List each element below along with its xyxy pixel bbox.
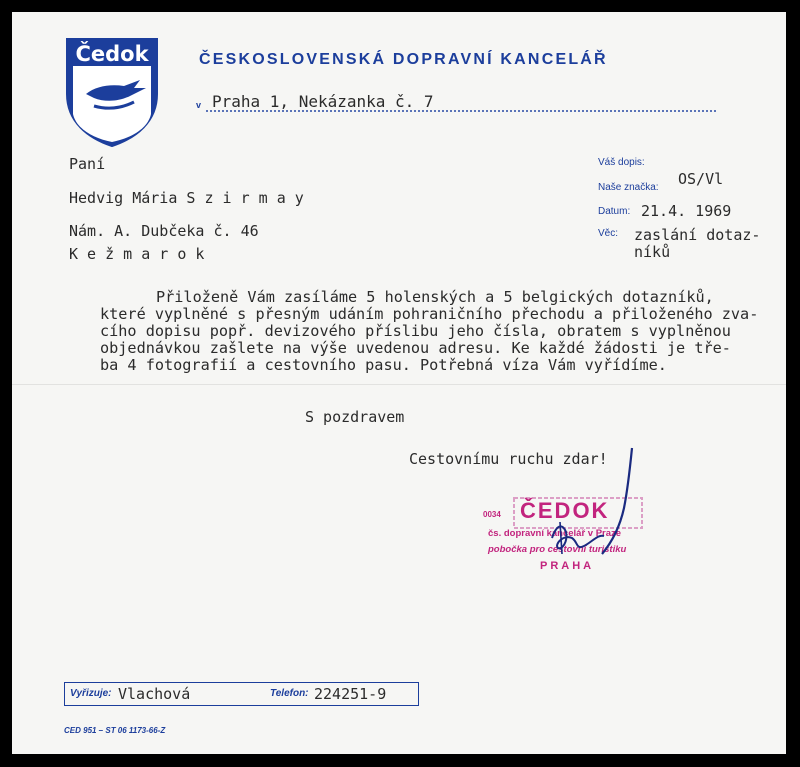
letter-page (12, 12, 786, 754)
value-vec-line1: zaslání dotaz- (634, 226, 761, 244)
company-name: ČESKOSLOVENSKÁ DOPRAVNÍ KANCELÁŘ (199, 51, 608, 68)
recipient-street: Nám. A. Dubčeka č. 46 (69, 222, 259, 240)
stamp-number: 0034 (483, 510, 501, 519)
body-line-1: Přiloženě Vám zasíláme 5 holenských a 5 belgických dotazníků, (156, 288, 714, 306)
label-telefon: Telefon: (270, 688, 309, 699)
value-datum: 21.4. 1969 (641, 202, 732, 220)
address-marker: v (196, 100, 202, 110)
stamp-line-3: PRAHA (540, 560, 595, 572)
recipient-name: Hedvig Mária S z i r m a y (69, 189, 304, 207)
label-datum: Datum: (598, 206, 631, 217)
signature-icon (492, 438, 662, 568)
stamp-line-1: čs. dopravní kancelář v Praze (488, 528, 622, 539)
value-vyrizuje: Vlachová (118, 685, 191, 703)
label-vec: Věc: (598, 228, 619, 239)
form-code: CED 951 – ST 06 1173-66-Z (64, 726, 166, 735)
salutation: Paní (69, 155, 106, 173)
value-telefon: 224251-9 (314, 685, 387, 703)
value-vec-line2: níků (634, 243, 671, 261)
stamp-line-2: pobočka pro cestovní turistiku (488, 544, 627, 555)
label-vas-dopis: Váš dopis: (598, 157, 645, 168)
body-line-4: objednávkou zašlete na výše uvedenou adresu. Ke každé žádosti je tře- (100, 339, 731, 357)
address-dotted-line (206, 110, 716, 112)
value-nase-znacka: OS/Vl (678, 170, 724, 188)
cedok-logo (64, 36, 160, 148)
logo-wordmark: Čedok (75, 42, 149, 66)
motto: Cestovnímu ruchu zdar! (409, 450, 608, 468)
label-vyrizuje: Vyřizuje: (70, 688, 112, 699)
company-address: Praha 1, Nekázanka č. 7 (212, 92, 434, 111)
label-nase-znacka: Naše značka: (598, 182, 659, 193)
recipient-city: K e ž m a r o k (69, 245, 205, 263)
body-line-3: cího dopisu popř. devizového příslibu jeho čísla, obratem s vyplněnou (100, 322, 731, 340)
body-line-5: ba 4 fotografií a cestovního pasu. Potřebná víza Vám vyřídíme. (100, 356, 667, 374)
closing: S pozdravem (305, 408, 405, 426)
body-line-2: které vyplněné s přesným udáním pohraničního přechodu a přiloženého zva- (100, 305, 759, 323)
fold-line (12, 384, 786, 385)
stamp-title: ČEDOK (520, 498, 610, 523)
